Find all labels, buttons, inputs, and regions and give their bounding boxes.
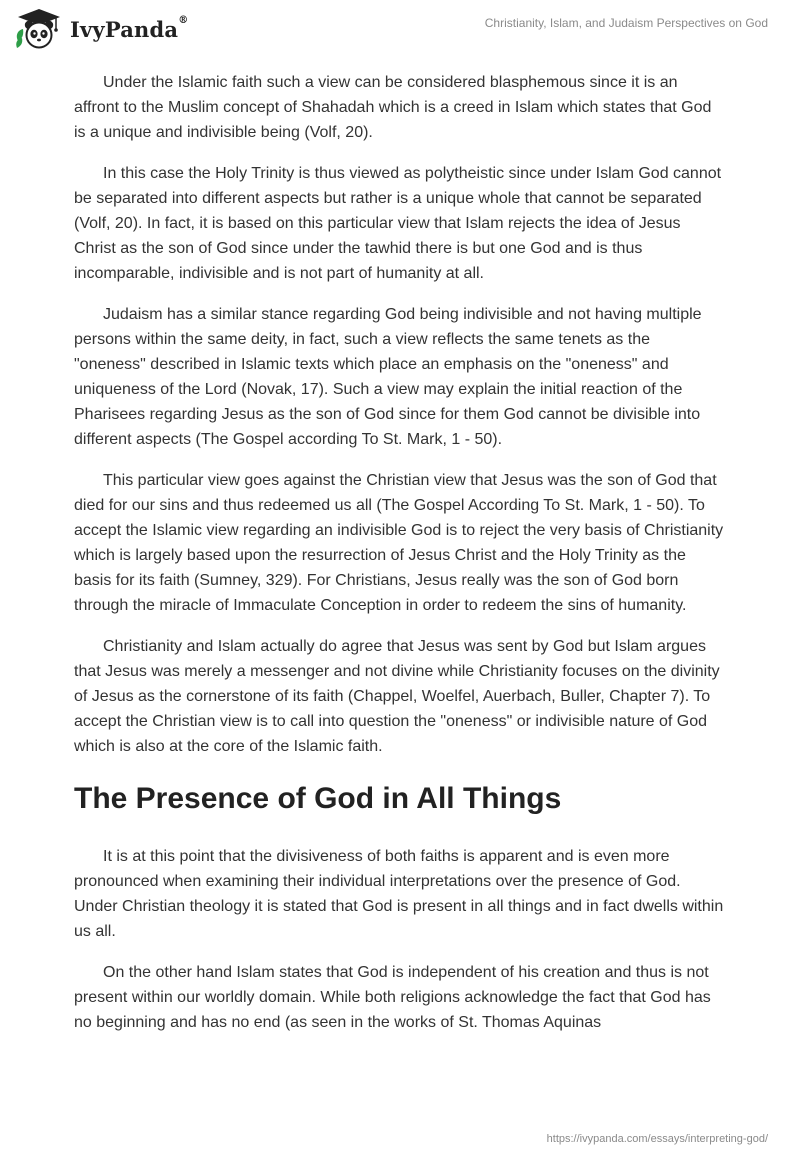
paragraph: Christianity and Islam actually do agree that Jesus was sent by God but Islam argues that Jesus was merely a messenger and not divine while Christianity focuses on the divinity of Jesus as the cornerstone of its faith (Chappel, Woelfel, Auerbach, Buller, Chapter 7). To accept the Christian view is to call into question the "oneness" or indivisible nature of God which is also at the core of the Islamic faith. bbox=[74, 638, 720, 755]
paragraph: It is at this point that the divisiveness of both faiths is apparent and is even more pronounced when examining their individual interpretations over the presence of God. Under Christian theology it is stated that God is present in all things and in fact dwells within us all. bbox=[74, 848, 724, 940]
running-title: Christianity, Islam, and Judaism Perspectives on God bbox=[484, 16, 768, 30]
section-heading: The Presence of God in All Things bbox=[74, 782, 562, 815]
panda-graduate-icon bbox=[14, 8, 64, 50]
registered-mark: ® bbox=[178, 14, 189, 26]
paragraph: Judaism has a similar stance regarding God being indivisible and not having multiple persons within the same deity, in fact, such a view reflects the same tenets as the "oneness" described in Islamic texts which place an emphasis on the "oneness" and uniqueness of the Lord (Novak, 17). Such a view may explain the initial reaction of the Pharisees regarding Jesus as the son of God since for them God cannot be divisible into different aspects (The Gospel according To St. Mark, 1 - 50). bbox=[74, 306, 702, 448]
source-url[interactable]: https://ivypanda.com/essays/interpreting-god/ bbox=[546, 1133, 768, 1145]
ivypanda-logo[interactable] bbox=[14, 8, 188, 50]
essay-content bbox=[74, 70, 726, 1051]
paragraph: Under the Islamic faith such a view can be considered blasphemous since it is an affront to the Muslim concept of Shahadah which is a creed in Islam which states that God is a unique and indivisible being (Volf, 20). bbox=[74, 74, 712, 141]
paragraph: In this case the Holy Trinity is thus viewed as polytheistic since under Islam God cannot be separated into different aspects but rather is a unique whole that cannot be separated (Volf, 20). In fact, it is based on this particular view that Islam rejects the idea of Jesus Christ as the son of God since under the tawhid there is but one God and is thus incomparable, indivisible and is not part of humanity at all. bbox=[74, 165, 722, 282]
paragraph: On the other hand Islam states that God is independent of his creation and thus is not present within our worldly domain. While both religions acknowledge the fact that God has no beginning and has no end (as seen in the works of St. Thomas Aquinas bbox=[74, 964, 711, 1031]
brand-name: IvyPanda® bbox=[70, 14, 189, 42]
page-header bbox=[0, 0, 800, 62]
paragraph: This particular view goes against the Christian view that Jesus was the son of God that died for our sins and thus redeemed us all (The Gospel According To St. Mark, 1 - 50). To accept the Islamic view regarding an indivisible God is to reject the very basis of Christianity which is largely based upon the resurrection of Jesus Christ and the Holy Trinity as the basis for its faith (Sumney, 329). For Christians, Jesus really was the son of God born through the miracle of Immaculate Conception in order to redeem the sins of humanity. bbox=[74, 472, 724, 614]
